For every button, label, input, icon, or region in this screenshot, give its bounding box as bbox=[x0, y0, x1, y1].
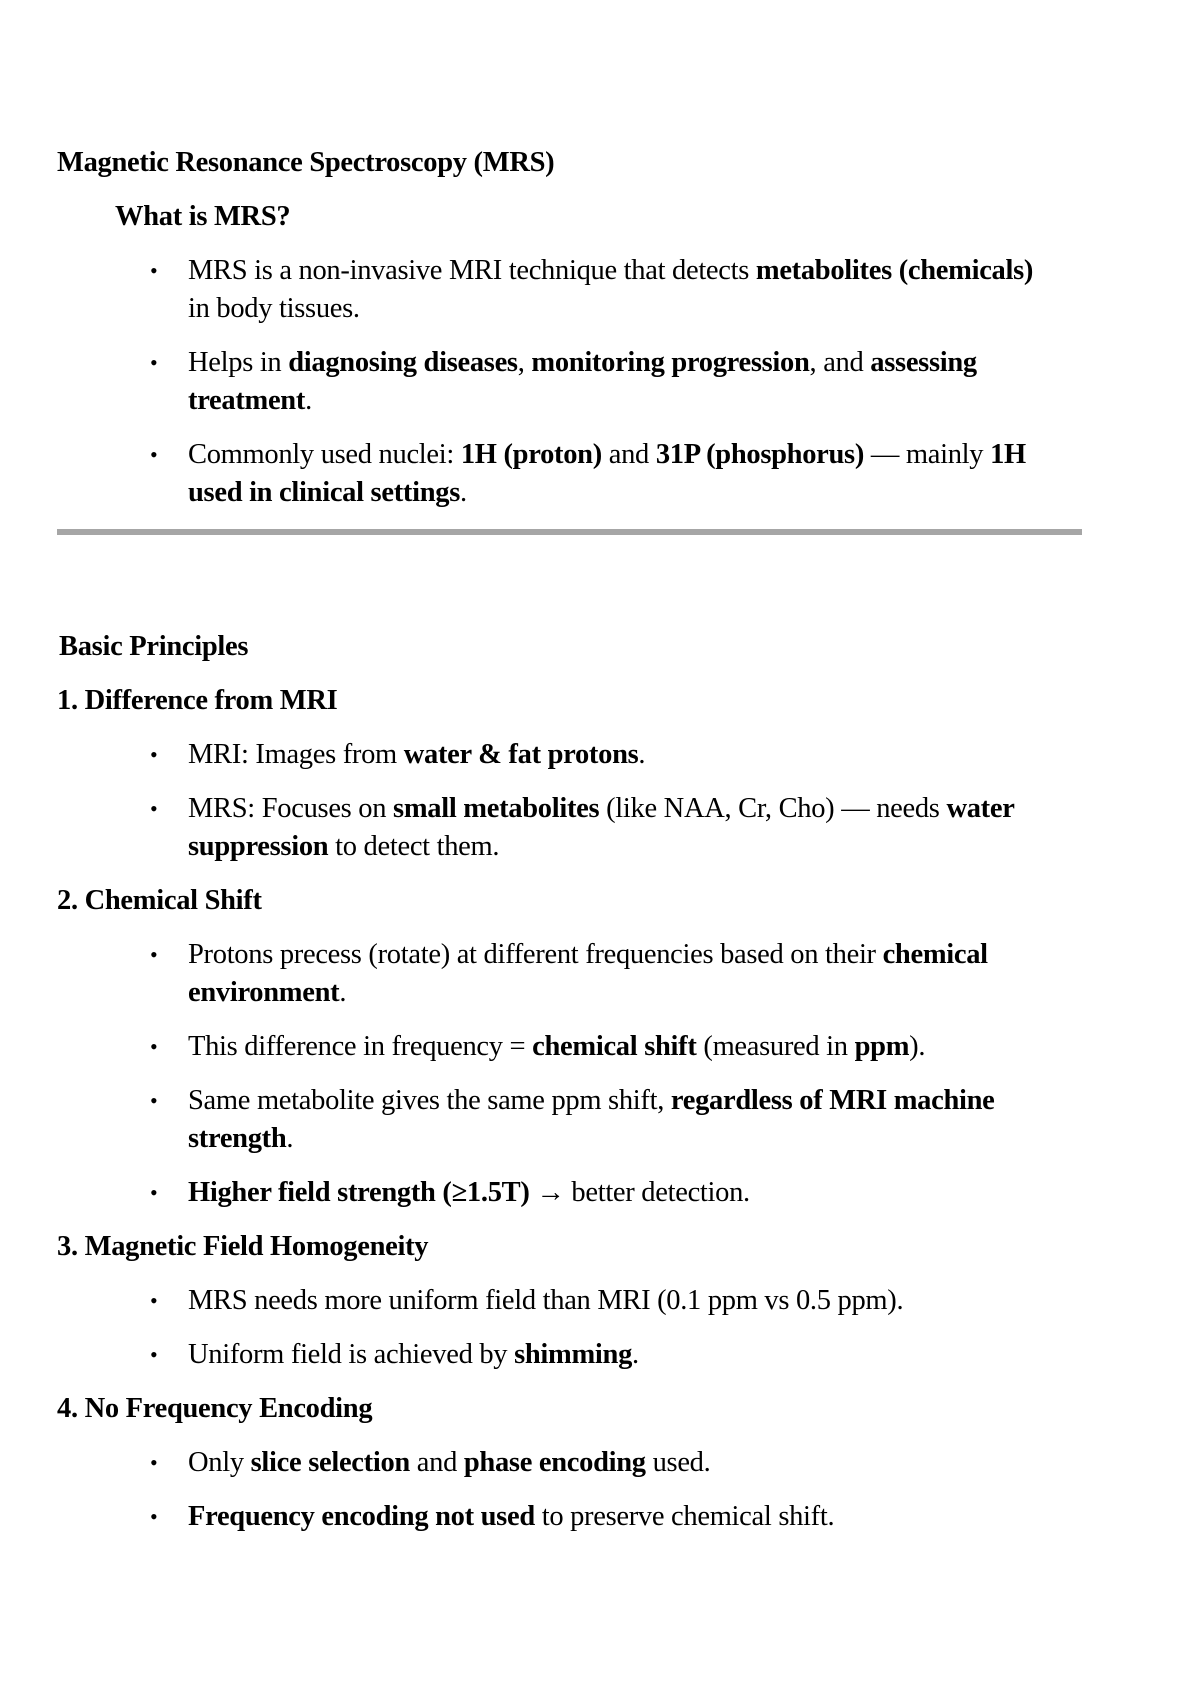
text-run: Only bbox=[188, 1447, 251, 1478]
section-heading-what-is: What is MRS? bbox=[115, 201, 291, 232]
bullet-icon: • bbox=[150, 1450, 158, 1475]
text-run: → better detection. bbox=[529, 1177, 750, 1208]
text-run: . bbox=[638, 739, 646, 770]
bold-text: Frequency encoding not used bbox=[188, 1501, 535, 1532]
text-run: MRS: Focuses on bbox=[188, 793, 394, 824]
text-run: Protons precess (rotate) at different frequencies based on their bbox=[188, 939, 883, 970]
text-run: Same metabolite gives the same ppm shift, bbox=[188, 1085, 671, 1116]
bullet-text-line bbox=[188, 1498, 834, 1536]
bullet-text-line bbox=[188, 474, 467, 512]
bullet-icon: • bbox=[150, 1088, 158, 1113]
bold-text: treatment bbox=[188, 385, 306, 416]
bold-text: strength bbox=[188, 1123, 287, 1154]
bullet-text-line bbox=[188, 936, 988, 974]
bold-text: phase encoding bbox=[463, 1447, 646, 1478]
bullet-text-line bbox=[188, 1282, 903, 1320]
text-run: Commonly used nuclei: bbox=[188, 439, 461, 470]
text-run: , and bbox=[809, 347, 871, 378]
text-run: — mainly bbox=[864, 439, 991, 470]
bullet-text-line bbox=[188, 1174, 750, 1212]
bold-text: suppression bbox=[188, 831, 329, 862]
bullet-text-line bbox=[188, 1120, 293, 1158]
text-run: , bbox=[517, 347, 532, 378]
text-run: . bbox=[632, 1339, 639, 1370]
bullet-text-line bbox=[188, 790, 1015, 828]
bold-text: 1H (proton) bbox=[460, 439, 602, 470]
subsection-heading: 2. Chemical Shift bbox=[57, 885, 262, 916]
bold-text: 1H bbox=[990, 439, 1026, 470]
text-run: in body tissues. bbox=[188, 293, 360, 324]
bold-text: ppm bbox=[854, 1031, 910, 1062]
text-run: used. bbox=[645, 1447, 711, 1478]
bold-text: water bbox=[946, 793, 1015, 824]
text-run: . bbox=[460, 477, 467, 508]
text-run: This difference in frequency = bbox=[188, 1031, 533, 1062]
subsection-heading: 4. No Frequency Encoding bbox=[57, 1393, 373, 1424]
bullet-icon: • bbox=[150, 942, 158, 967]
text-run: (like NAA, Cr, Cho) — needs bbox=[599, 793, 947, 824]
bullet-icon: • bbox=[150, 350, 158, 375]
bold-text: used in clinical settings bbox=[188, 477, 460, 508]
bullet-icon: • bbox=[150, 1034, 158, 1059]
text-run: and bbox=[601, 439, 656, 470]
bullet-icon: • bbox=[150, 442, 158, 467]
bold-text: slice selection bbox=[250, 1447, 410, 1478]
bullet-icon: • bbox=[150, 1504, 158, 1529]
bullet-text-line bbox=[188, 736, 645, 774]
bullet-text-line bbox=[188, 290, 360, 328]
bullet-icon: • bbox=[150, 742, 158, 767]
bullet-text-line bbox=[188, 974, 346, 1012]
bullet-icon: • bbox=[150, 258, 158, 283]
section-heading-basic-principles: Basic Principles bbox=[59, 631, 249, 662]
bullet-icon: • bbox=[150, 1180, 158, 1205]
text-run: MRS needs more uniform field than MRI (0.1 ppm vs 0.5 ppm). bbox=[188, 1285, 904, 1316]
bullet-icon: • bbox=[150, 1342, 158, 1367]
bullet-text-line bbox=[188, 828, 499, 866]
text-run: to preserve chemical shift. bbox=[534, 1501, 835, 1532]
bullet-text-line bbox=[188, 436, 1026, 474]
text-run: and bbox=[409, 1447, 464, 1478]
bold-text: metabolites (chemicals) bbox=[755, 255, 1034, 286]
text-run: . bbox=[286, 1123, 294, 1154]
text-run: ). bbox=[909, 1031, 926, 1062]
bullet-text-line bbox=[188, 344, 977, 382]
bold-text: monitoring progression bbox=[531, 347, 810, 378]
bold-text: environment bbox=[188, 977, 340, 1008]
text-run: (measured in bbox=[696, 1031, 855, 1062]
bold-text: shimming bbox=[514, 1339, 633, 1370]
bold-text: regardless of MRI machine bbox=[670, 1085, 995, 1116]
subsection-heading: 1. Difference from MRI bbox=[57, 685, 338, 716]
bullet-text-line bbox=[188, 1028, 925, 1066]
text-run: to detect them. bbox=[328, 831, 500, 862]
bullet-icon: • bbox=[150, 1288, 158, 1313]
bold-text: water & fat protons bbox=[403, 739, 639, 770]
bold-text: chemical bbox=[882, 939, 988, 970]
text-run: Uniform field is achieved by bbox=[188, 1339, 515, 1370]
text-run: Helps in bbox=[188, 347, 289, 378]
bullet-text-line bbox=[188, 252, 1033, 290]
text-run: . bbox=[305, 385, 312, 416]
bold-text: 31P (phosphorus) bbox=[655, 439, 865, 470]
bold-text: diagnosing diseases bbox=[288, 347, 518, 378]
bullet-text-line bbox=[188, 1082, 995, 1120]
horizontal-rule bbox=[57, 529, 1082, 535]
bold-text: Higher field strength (≥1.5T) bbox=[188, 1177, 530, 1208]
bullet-text-line bbox=[188, 1444, 710, 1482]
bold-text: chemical shift bbox=[532, 1031, 697, 1062]
document-title: Magnetic Resonance Spectroscopy (MRS) bbox=[57, 147, 555, 178]
text-run: . bbox=[339, 977, 347, 1008]
bullet-icon: • bbox=[150, 796, 158, 821]
text-run: MRI: Images from bbox=[188, 739, 404, 770]
bold-text: assessing bbox=[870, 347, 977, 378]
bullet-text-line bbox=[188, 382, 312, 420]
text-run: MRS is a non-invasive MRI technique that detects bbox=[188, 255, 756, 286]
subsection-heading: 3. Magnetic Field Homogeneity bbox=[57, 1231, 429, 1262]
bold-text: small metabolites bbox=[393, 793, 600, 824]
bullet-text-line bbox=[188, 1336, 639, 1374]
